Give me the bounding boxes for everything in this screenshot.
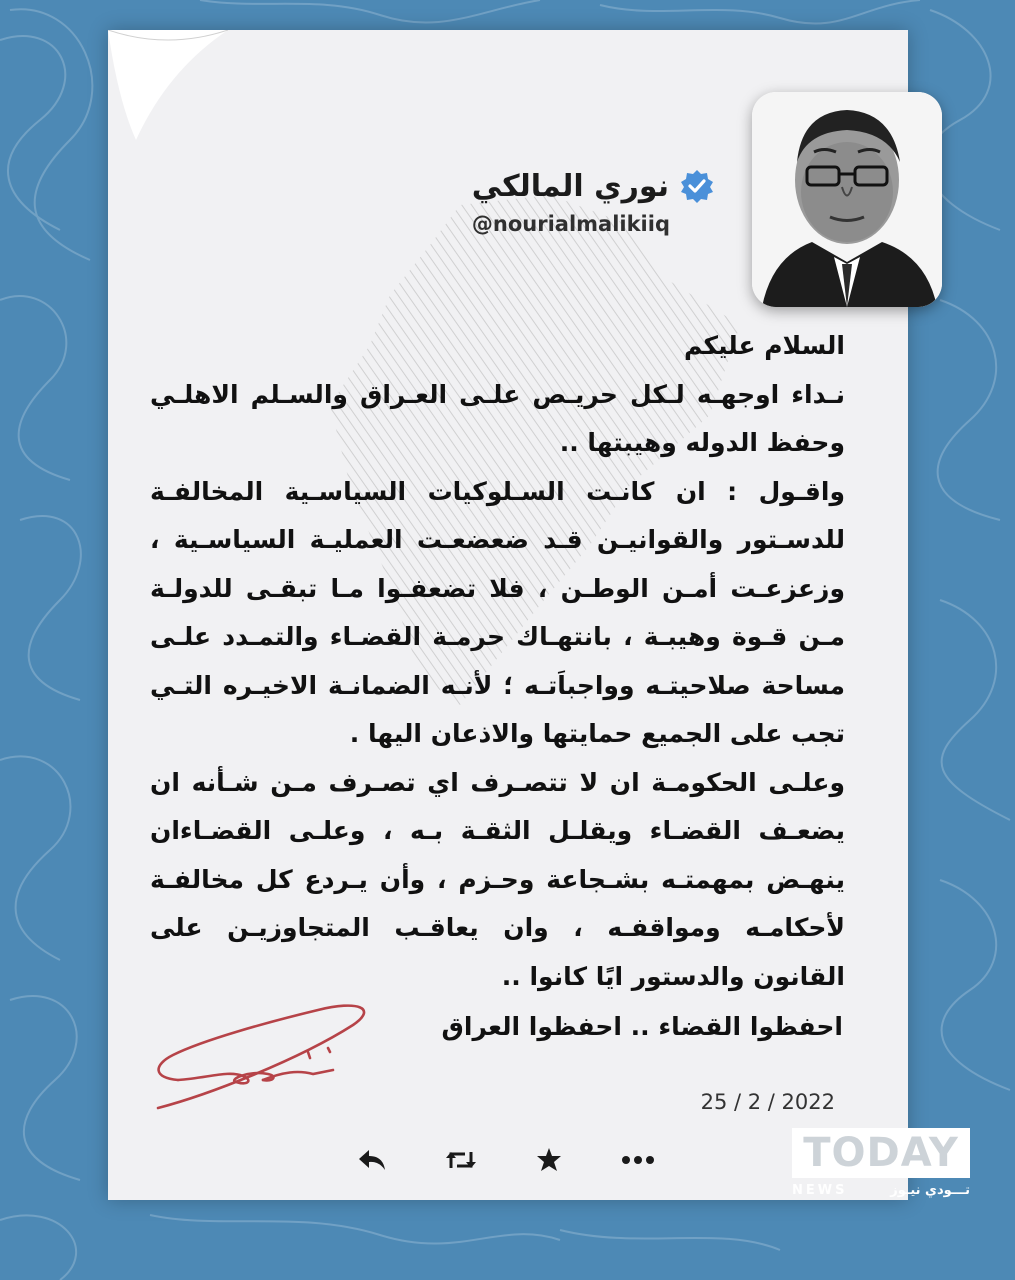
- post-date: 25 / 2 / 2022: [700, 1090, 835, 1114]
- paragraph-2: واقـول : ان كانـت السـلوكيات السياسـية المخالفـة للدسـتور والقوانيـن قـد ضعضعـت العمليـة السياسـية ، وزعزعـت أمـن الوطـن ، فلا تضعفـوا مـا تبقـى للدولـة مـن قـوة وهيبـة ، بانتهـاك حرمـة القضـاء والتمـدد علـى مساحة صلاحيتـه وواجباَتـه ؛ لأنـه الضمانـة الاخيـره التـي تجب على الجميع حمايتها والاذعان اليها .: [150, 476, 845, 748]
- profile-name[interactable]: نوري المالكي: [471, 168, 669, 204]
- reply-icon[interactable]: [355, 1143, 389, 1177]
- logo-arabic-text: تـــودي نيـوز: [890, 1182, 970, 1198]
- paragraph-1: نـداء اوجهـه لـكل حريـص علـى العـراق والسـلم الاهلـي وحفظ الدوله وهيبتها ..: [150, 379, 845, 457]
- logo-box: [792, 1128, 970, 1178]
- logo-text: TODAY: [803, 1130, 959, 1176]
- tweet-body: [150, 322, 845, 1001]
- handwritten-signature: [148, 1000, 378, 1120]
- paragraph-3: وعلـى الحكومـة ان لا تتصـرف اي تصـرف مـن شـأنه ان يضعـف القضـاء ويقلـل الثقـة بـه ، وعلـى القضـاءان ينهـض بمهمتـه بشـجاعة وحـزم ، وأن يـردع كل مخالفـة لأحكامـه ومواقفـه ، وان يعاقـب المتجاوزيـن على القانون والدستور ايًا كانوا ..: [150, 767, 845, 991]
- logo-subtitle: [792, 1180, 970, 1200]
- profile-header: [472, 168, 715, 204]
- greeting-text: السلام عليكم: [683, 331, 845, 360]
- retweet-icon[interactable]: [444, 1143, 478, 1177]
- today-news-logo: [792, 1128, 972, 1200]
- favorite-star-icon[interactable]: [532, 1143, 566, 1177]
- verified-badge-icon: [679, 168, 715, 204]
- closing-line: احفظوا القضاء .. احفظوا العراق: [441, 1012, 843, 1041]
- tweet-actions: [355, 1140, 655, 1180]
- page-curl: [108, 30, 228, 140]
- profile-handle[interactable]: @nourialmalikiiq: [471, 212, 670, 236]
- avatar: [752, 92, 942, 307]
- more-options-icon[interactable]: [621, 1143, 655, 1177]
- logo-news-text: NEWS: [792, 1182, 848, 1198]
